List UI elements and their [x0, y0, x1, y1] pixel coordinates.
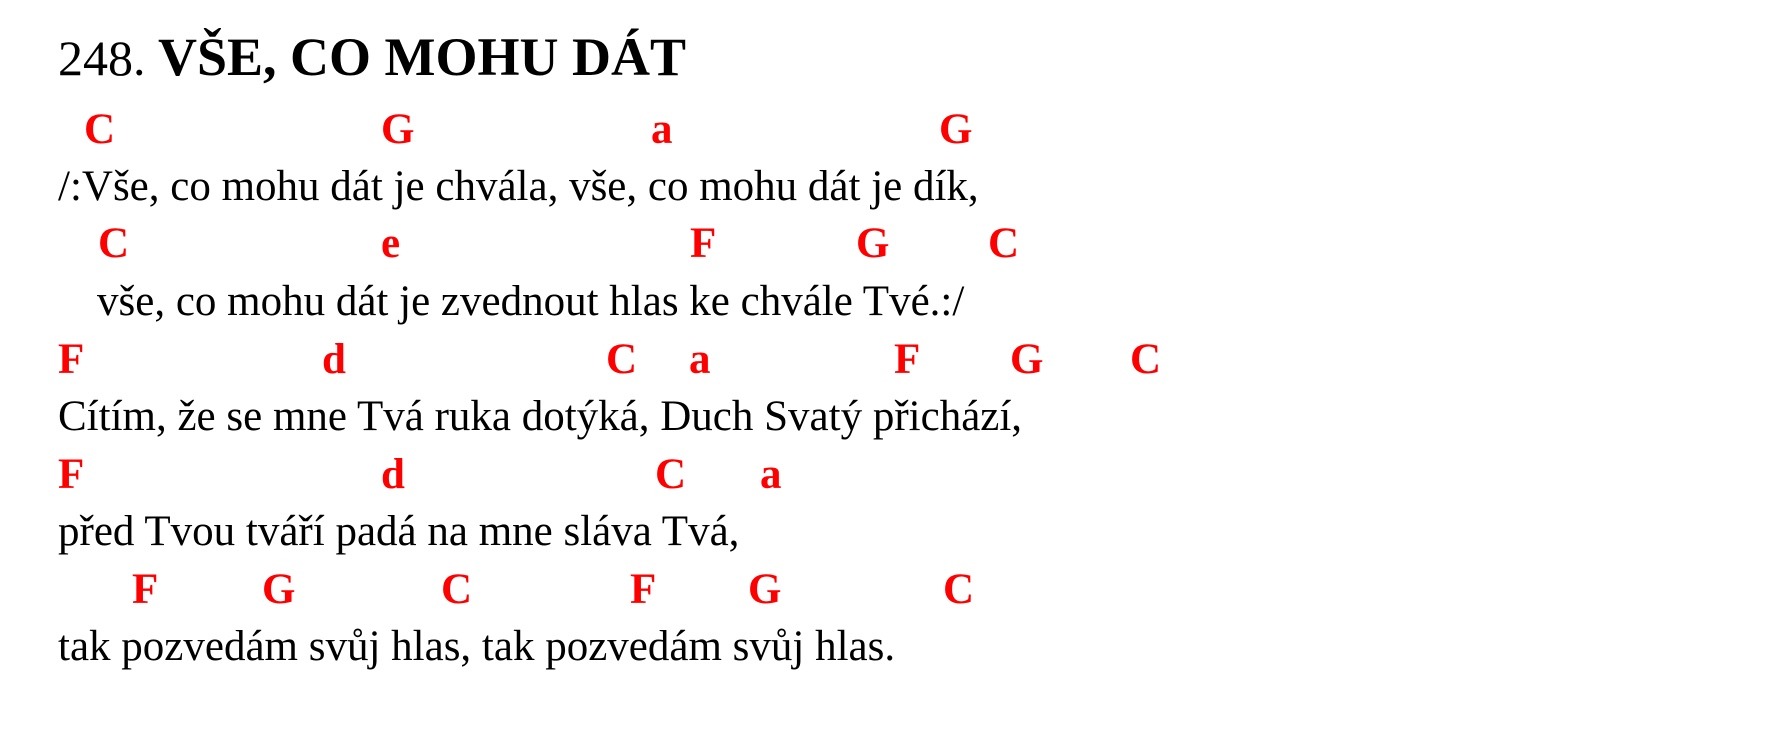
lyric-line: vše, co mohu dát je zvednout hlas ke chvále Tvé.:/	[97, 278, 965, 325]
chord: F	[58, 336, 85, 383]
chord: G	[381, 106, 415, 153]
chord: C	[988, 220, 1020, 267]
chord: G	[1010, 336, 1044, 383]
chord: C	[98, 220, 130, 267]
chord: d	[322, 336, 346, 383]
song-number: 248.	[58, 30, 146, 86]
chord: a	[760, 451, 782, 498]
lyric-line: před Tvou tváří padá na mne sláva Tvá,	[58, 508, 740, 555]
lyric-line: tak pozvedám svůj hlas, tak pozvedám svůj hlas.	[58, 623, 896, 670]
chord: C	[655, 451, 687, 498]
chord: C	[84, 106, 116, 153]
chord: e	[381, 220, 401, 267]
chord: C	[606, 336, 638, 383]
song-title: VŠE, CO MOHU DÁT	[158, 27, 687, 87]
chord: C	[943, 566, 975, 613]
lyric-line: Cítím, že se mne Tvá ruka dotýká, Duch Svatý přichází,	[58, 393, 1023, 440]
chord: G	[856, 220, 890, 267]
chord: G	[748, 566, 782, 613]
chord: d	[381, 451, 405, 498]
chord: a	[689, 336, 711, 383]
chord: F	[132, 566, 159, 613]
chord: F	[894, 336, 921, 383]
chord: C	[1130, 336, 1162, 383]
chord: F	[690, 220, 717, 267]
chord: C	[441, 566, 473, 613]
lyric-line: /:Vše, co mohu dát je chvála, vše, co mohu dát je dík,	[58, 163, 979, 210]
chord: a	[651, 106, 673, 153]
chord: F	[630, 566, 657, 613]
chord: G	[939, 106, 973, 153]
chord: G	[262, 566, 296, 613]
song-heading	[58, 27, 687, 87]
chord: F	[58, 451, 85, 498]
